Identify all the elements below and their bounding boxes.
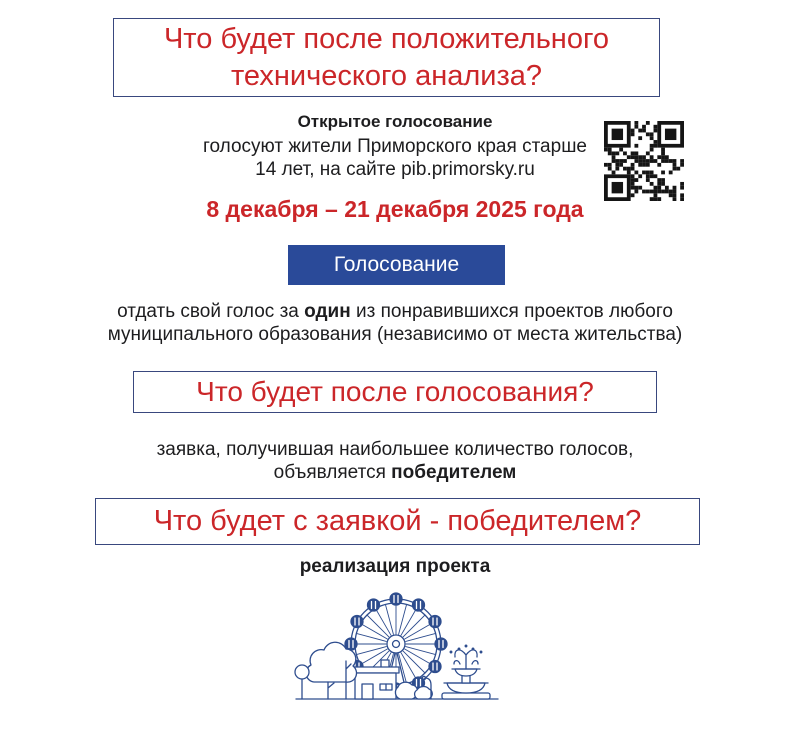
tree-icon [306,642,356,699]
fountain-icon [442,645,490,699]
instruction-line2: муниципального образования (независимо от места жительства) [107,324,683,345]
instruction-line1-bold: один [304,301,351,322]
qr-code-icon [604,121,684,201]
instruction-line1-suffix: из понравившихся проектов любого [350,301,673,322]
voting-description-line1: голосуют жители Приморского края старше [203,136,587,157]
question-box-winner [95,498,700,545]
project-realization-label: реализация проекта [299,556,491,577]
after-voting-line2-bold: победителем [391,462,517,483]
small-tree-icon [295,665,309,699]
voting-description-line2: 14 лет, на сайте pib.primorsky.ru [255,159,535,180]
bush-icons [395,682,432,699]
question-box-1-text: Что будет после положительного технического анализа? [163,22,610,92]
voting-dates: 8 декабря – 21 декабря 2025 года [206,196,584,222]
park-ferris-wheel-illustration-icon [288,586,503,706]
open-voting-heading: Открытое голосование [297,112,493,131]
instruction-line1 [0,301,790,323]
question-box-after-voting [133,371,657,413]
question-box-technical-analysis [113,18,660,97]
after-voting-line1: заявка, получившая наибольшее количество голосов, [156,439,634,460]
after-voting-line2 [0,462,790,484]
after-voting-line2-prefix: объявляется [273,462,392,483]
question-box-2-text: Что будет после голосования? [196,376,594,407]
vote-button[interactable]: Голосование [288,245,505,285]
question-box-3-text: Что будет с заявкой - победителем? [153,505,642,537]
instruction-line1-prefix: отдать свой голос за [117,301,305,322]
